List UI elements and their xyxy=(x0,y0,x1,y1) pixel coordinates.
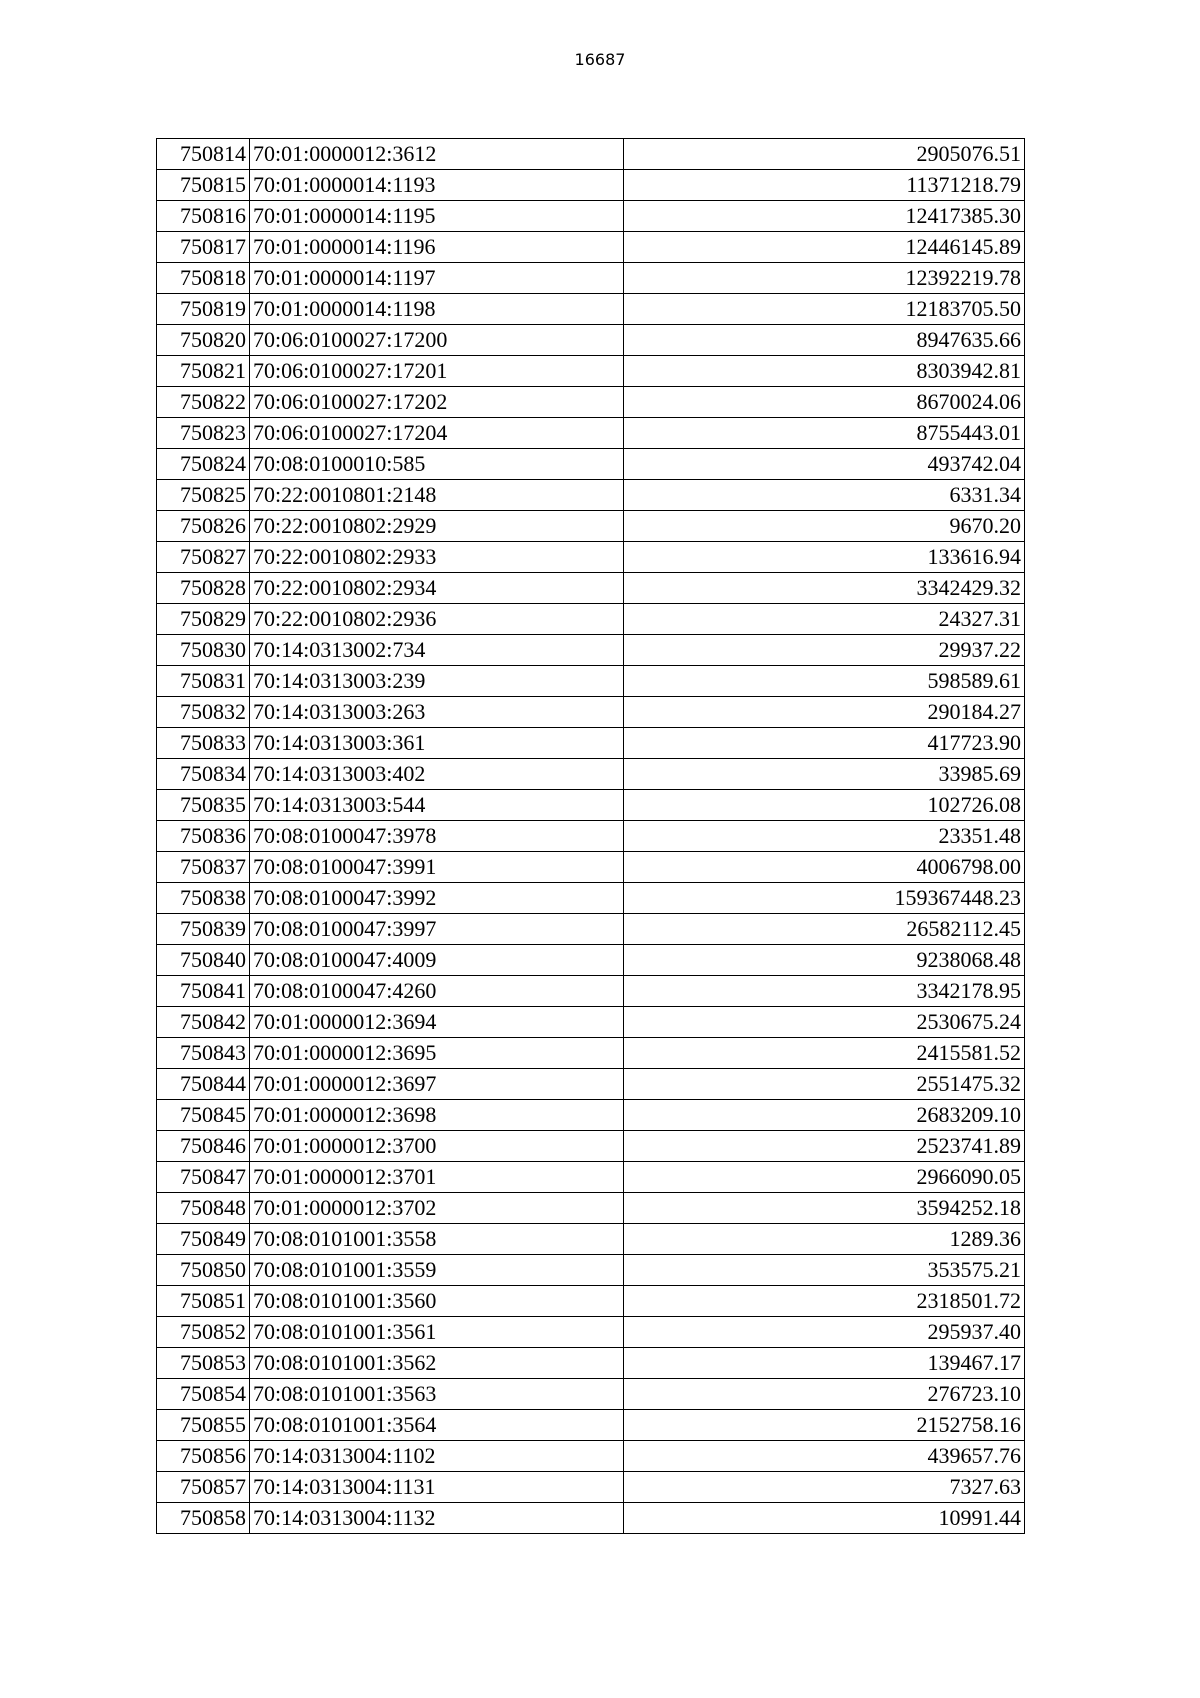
row-number-cell: 750846 xyxy=(157,1131,250,1162)
cadastral-number-cell: 70:14:0313003:239 xyxy=(250,666,624,697)
row-number-cell: 750854 xyxy=(157,1379,250,1410)
cadastral-value-cell: 24327.31 xyxy=(624,604,1025,635)
row-number-cell: 750858 xyxy=(157,1503,250,1534)
cadastral-value-cell: 8303942.81 xyxy=(624,356,1025,387)
cadastral-number-cell: 70:22:0010802:2936 xyxy=(250,604,624,635)
table-row xyxy=(157,573,1025,604)
cadastral-value-cell: 2683209.10 xyxy=(624,1100,1025,1131)
table-row xyxy=(157,1472,1025,1503)
cadastral-value-cell: 133616.94 xyxy=(624,542,1025,573)
cadastral-number-cell: 70:08:0101001:3562 xyxy=(250,1348,624,1379)
cadastral-value-cell: 353575.21 xyxy=(624,1255,1025,1286)
cadastral-value-cell: 23351.48 xyxy=(624,821,1025,852)
table-body xyxy=(157,139,1025,1534)
table-row xyxy=(157,1379,1025,1410)
cadastral-value-cell: 417723.90 xyxy=(624,728,1025,759)
table-row xyxy=(157,1193,1025,1224)
table-row xyxy=(157,139,1025,170)
cadastral-number-cell: 70:08:0100047:3997 xyxy=(250,914,624,945)
cadastral-value-cell: 2523741.89 xyxy=(624,1131,1025,1162)
table-row xyxy=(157,821,1025,852)
cadastral-number-cell: 70:14:0313003:361 xyxy=(250,728,624,759)
row-number-cell: 750839 xyxy=(157,914,250,945)
row-number-cell: 750816 xyxy=(157,201,250,232)
row-number-cell: 750838 xyxy=(157,883,250,914)
table-row xyxy=(157,883,1025,914)
row-number-cell: 750856 xyxy=(157,1441,250,1472)
row-number-cell: 750849 xyxy=(157,1224,250,1255)
table-row xyxy=(157,1348,1025,1379)
cadastral-value-cell: 6331.34 xyxy=(624,480,1025,511)
cadastral-value-cell: 12183705.50 xyxy=(624,294,1025,325)
cadastral-value-cell: 4006798.00 xyxy=(624,852,1025,883)
cadastral-value-cell: 2318501.72 xyxy=(624,1286,1025,1317)
row-number-cell: 750836 xyxy=(157,821,250,852)
row-number-cell: 750855 xyxy=(157,1410,250,1441)
cadastral-number-cell: 70:08:0101001:3564 xyxy=(250,1410,624,1441)
row-number-cell: 750829 xyxy=(157,604,250,635)
cadastral-number-cell: 70:06:0100027:17202 xyxy=(250,387,624,418)
table-row xyxy=(157,1410,1025,1441)
row-number-cell: 750815 xyxy=(157,170,250,201)
cadastral-number-cell: 70:08:0101001:3558 xyxy=(250,1224,624,1255)
cadastral-value-cell: 12417385.30 xyxy=(624,201,1025,232)
cadastral-number-cell: 70:22:0010801:2148 xyxy=(250,480,624,511)
row-number-cell: 750845 xyxy=(157,1100,250,1131)
row-number-cell: 750844 xyxy=(157,1069,250,1100)
cadastral-number-cell: 70:01:0000014:1198 xyxy=(250,294,624,325)
table-row xyxy=(157,1038,1025,1069)
cadastral-value-cell: 8947635.66 xyxy=(624,325,1025,356)
cadastral-number-cell: 70:08:0100047:3992 xyxy=(250,883,624,914)
row-number-cell: 750819 xyxy=(157,294,250,325)
cadastral-value-cell: 10991.44 xyxy=(624,1503,1025,1534)
row-number-cell: 750832 xyxy=(157,697,250,728)
row-number-cell: 750852 xyxy=(157,1317,250,1348)
cadastral-number-cell: 70:06:0100027:17201 xyxy=(250,356,624,387)
row-number-cell: 750814 xyxy=(157,139,250,170)
cadastral-number-cell: 70:01:0000012:3697 xyxy=(250,1069,624,1100)
row-number-cell: 750820 xyxy=(157,325,250,356)
cadastral-value-cell: 439657.76 xyxy=(624,1441,1025,1472)
cadastral-number-cell: 70:14:0313003:263 xyxy=(250,697,624,728)
cadastral-value-cell: 139467.17 xyxy=(624,1348,1025,1379)
row-number-cell: 750821 xyxy=(157,356,250,387)
cadastral-value-cell: 2530675.24 xyxy=(624,1007,1025,1038)
table-row xyxy=(157,1286,1025,1317)
row-number-cell: 750831 xyxy=(157,666,250,697)
cadastral-value-cell: 3342178.95 xyxy=(624,976,1025,1007)
cadastral-value-table xyxy=(156,138,1025,1534)
cadastral-value-cell: 102726.08 xyxy=(624,790,1025,821)
cadastral-number-cell: 70:08:0101001:3561 xyxy=(250,1317,624,1348)
cadastral-number-cell: 70:08:0100047:4009 xyxy=(250,945,624,976)
table-row xyxy=(157,542,1025,573)
cadastral-number-cell: 70:22:0010802:2933 xyxy=(250,542,624,573)
cadastral-value-cell: 26582112.45 xyxy=(624,914,1025,945)
table-row xyxy=(157,325,1025,356)
row-number-cell: 750857 xyxy=(157,1472,250,1503)
cadastral-number-cell: 70:01:0000012:3695 xyxy=(250,1038,624,1069)
table-row xyxy=(157,666,1025,697)
row-number-cell: 750827 xyxy=(157,542,250,573)
cadastral-value-cell: 29937.22 xyxy=(624,635,1025,666)
cadastral-value-cell: 295937.40 xyxy=(624,1317,1025,1348)
cadastral-number-cell: 70:08:0101001:3559 xyxy=(250,1255,624,1286)
row-number-cell: 750824 xyxy=(157,449,250,480)
page-number: 16687 xyxy=(574,50,626,69)
row-number-cell: 750828 xyxy=(157,573,250,604)
cadastral-value-cell: 9238068.48 xyxy=(624,945,1025,976)
table-row xyxy=(157,1255,1025,1286)
table-row xyxy=(157,759,1025,790)
cadastral-number-cell: 70:01:0000014:1193 xyxy=(250,170,624,201)
table-row xyxy=(157,263,1025,294)
cadastral-value-cell: 2966090.05 xyxy=(624,1162,1025,1193)
cadastral-number-cell: 70:08:0100047:3978 xyxy=(250,821,624,852)
row-number-cell: 750823 xyxy=(157,418,250,449)
table-row xyxy=(157,976,1025,1007)
table-row xyxy=(157,1441,1025,1472)
cadastral-value-cell: 11371218.79 xyxy=(624,170,1025,201)
cadastral-number-cell: 70:08:0100047:4260 xyxy=(250,976,624,1007)
row-number-cell: 750853 xyxy=(157,1348,250,1379)
cadastral-value-cell: 3342429.32 xyxy=(624,573,1025,604)
table-row xyxy=(157,604,1025,635)
row-number-cell: 750825 xyxy=(157,480,250,511)
cadastral-number-cell: 70:01:0000012:3612 xyxy=(250,139,624,170)
table-row xyxy=(157,1069,1025,1100)
cadastral-value-cell: 7327.63 xyxy=(624,1472,1025,1503)
cadastral-number-cell: 70:22:0010802:2934 xyxy=(250,573,624,604)
cadastral-value-cell: 12446145.89 xyxy=(624,232,1025,263)
cadastral-value-cell: 2905076.51 xyxy=(624,139,1025,170)
cadastral-value-cell: 2551475.32 xyxy=(624,1069,1025,1100)
cadastral-number-cell: 70:14:0313004:1131 xyxy=(250,1472,624,1503)
cadastral-number-cell: 70:01:0000012:3700 xyxy=(250,1131,624,1162)
cadastral-value-cell: 1289.36 xyxy=(624,1224,1025,1255)
cadastral-number-cell: 70:06:0100027:17204 xyxy=(250,418,624,449)
cadastral-number-cell: 70:06:0100027:17200 xyxy=(250,325,624,356)
table-row xyxy=(157,1007,1025,1038)
cadastral-value-cell: 8755443.01 xyxy=(624,418,1025,449)
cadastral-number-cell: 70:08:0101001:3563 xyxy=(250,1379,624,1410)
cadastral-number-cell: 70:22:0010802:2929 xyxy=(250,511,624,542)
table-row xyxy=(157,852,1025,883)
cadastral-value-cell: 290184.27 xyxy=(624,697,1025,728)
cadastral-number-cell: 70:01:0000012:3701 xyxy=(250,1162,624,1193)
table-row xyxy=(157,1131,1025,1162)
table-row xyxy=(157,356,1025,387)
table-row xyxy=(157,697,1025,728)
row-number-cell: 750848 xyxy=(157,1193,250,1224)
cadastral-number-cell: 70:14:0313004:1132 xyxy=(250,1503,624,1534)
table-row xyxy=(157,201,1025,232)
table-row xyxy=(157,418,1025,449)
row-number-cell: 750826 xyxy=(157,511,250,542)
table-row xyxy=(157,1317,1025,1348)
row-number-cell: 750837 xyxy=(157,852,250,883)
cadastral-number-cell: 70:08:0100047:3991 xyxy=(250,852,624,883)
cadastral-number-cell: 70:08:0100010:585 xyxy=(250,449,624,480)
table-row xyxy=(157,1100,1025,1131)
cadastral-number-cell: 70:01:0000014:1195 xyxy=(250,201,624,232)
row-number-cell: 750843 xyxy=(157,1038,250,1069)
row-number-cell: 750830 xyxy=(157,635,250,666)
row-number-cell: 750850 xyxy=(157,1255,250,1286)
row-number-cell: 750842 xyxy=(157,1007,250,1038)
table-row xyxy=(157,449,1025,480)
table-row xyxy=(157,635,1025,666)
row-number-cell: 750851 xyxy=(157,1286,250,1317)
cadastral-number-cell: 70:01:0000012:3698 xyxy=(250,1100,624,1131)
row-number-cell: 750835 xyxy=(157,790,250,821)
cadastral-number-cell: 70:14:0313002:734 xyxy=(250,635,624,666)
table-row xyxy=(157,387,1025,418)
table-row xyxy=(157,914,1025,945)
cadastral-number-cell: 70:01:0000014:1197 xyxy=(250,263,624,294)
cadastral-value-cell: 3594252.18 xyxy=(624,1193,1025,1224)
cadastral-value-cell: 598589.61 xyxy=(624,666,1025,697)
row-number-cell: 750847 xyxy=(157,1162,250,1193)
cadastral-number-cell: 70:01:0000012:3702 xyxy=(250,1193,624,1224)
cadastral-number-cell: 70:14:0313003:544 xyxy=(250,790,624,821)
table-row xyxy=(157,170,1025,201)
cadastral-number-cell: 70:14:0313004:1102 xyxy=(250,1441,624,1472)
row-number-cell: 750833 xyxy=(157,728,250,759)
row-number-cell: 750818 xyxy=(157,263,250,294)
table-row xyxy=(157,232,1025,263)
cadastral-value-cell: 8670024.06 xyxy=(624,387,1025,418)
cadastral-number-cell: 70:08:0101001:3560 xyxy=(250,1286,624,1317)
table-row xyxy=(157,511,1025,542)
table-row xyxy=(157,790,1025,821)
row-number-cell: 750841 xyxy=(157,976,250,1007)
table-row xyxy=(157,294,1025,325)
table-row xyxy=(157,945,1025,976)
row-number-cell: 750822 xyxy=(157,387,250,418)
cadastral-value-cell: 2152758.16 xyxy=(624,1410,1025,1441)
table-row xyxy=(157,480,1025,511)
cadastral-number-cell: 70:01:0000012:3694 xyxy=(250,1007,624,1038)
table-row xyxy=(157,1503,1025,1534)
cadastral-value-cell: 12392219.78 xyxy=(624,263,1025,294)
table-row xyxy=(157,1224,1025,1255)
table-row xyxy=(157,1162,1025,1193)
row-number-cell: 750817 xyxy=(157,232,250,263)
cadastral-value-cell: 493742.04 xyxy=(624,449,1025,480)
cadastral-value-cell: 9670.20 xyxy=(624,511,1025,542)
row-number-cell: 750834 xyxy=(157,759,250,790)
cadastral-number-cell: 70:01:0000014:1196 xyxy=(250,232,624,263)
cadastral-value-cell: 2415581.52 xyxy=(624,1038,1025,1069)
cadastral-value-cell: 159367448.23 xyxy=(624,883,1025,914)
cadastral-number-cell: 70:14:0313003:402 xyxy=(250,759,624,790)
row-number-cell: 750840 xyxy=(157,945,250,976)
cadastral-value-cell: 33985.69 xyxy=(624,759,1025,790)
cadastral-value-cell: 276723.10 xyxy=(624,1379,1025,1410)
table-row xyxy=(157,728,1025,759)
